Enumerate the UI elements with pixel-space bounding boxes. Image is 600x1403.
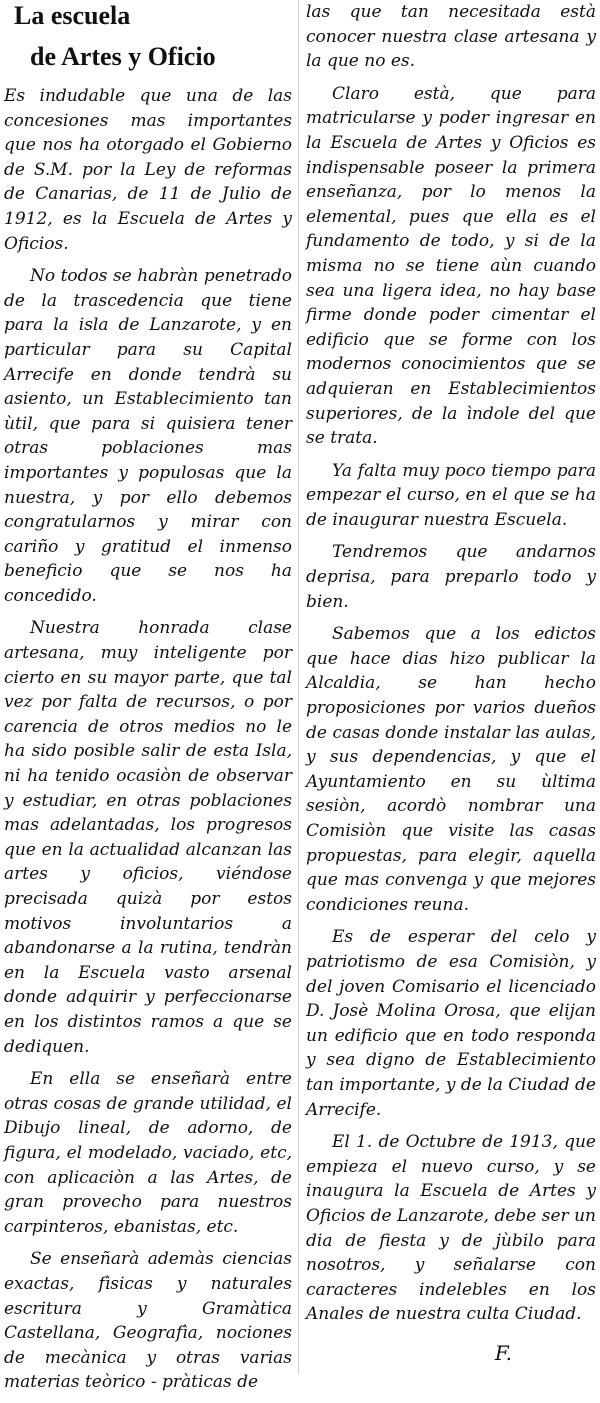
paragraph: las que tan necesitada està conocer nuestra clase artesana y la que no es.: [306, 2, 596, 72]
right-column: [306, 0, 596, 1365]
paragraph: Es indudable que una de las concesiones mas importantes que nos ha otorgado el Gobierno de S.M. por la Ley de reformas de Canarias, de 11 de Julio de 1912, es la Escuela de Artes y Oficios.: [4, 86, 292, 254]
left-column: [4, 0, 292, 1403]
paragraph: Ya falta muy poco tiempo para empezar el curso, en el que se ha de inaugurar nuestra Escuela.: [306, 460, 596, 530]
paragraph: Tendremos que andarnos deprisa, para preparlo todo y bien.: [306, 542, 596, 612]
paragraph: El 1. de Octubre de 1913, que empieza el nuevo curso, y se inaugura la Escuela de Artes y Oficios de Lanzarote, debe ser un dia de fiesta y de jùbilo para nosotros, y señalarse con caracteres indelebles en los Anales de nuestra culta Ciudad.: [306, 1132, 596, 1325]
author-signature: F.: [494, 1340, 512, 1365]
paragraph: Es de esperar del celo y patriotismo de esa Comisiòn, y del joven Comisario el licenciado D. Josè Molina Orosa, que elijan un edificio que en todo responda y sea digno de Establecimiento tan importante, y de la Ciudad de Arrecife.: [306, 927, 596, 1120]
paragraph: Sabemos que a los edictos que hace dias hizo publicar la Alcaldia, se han hecho proposiciones por varios dueños de casas donde instalar las aulas, y sus dependencias, y que el Ayuntamiento en su ùltima sesiòn, acordò nombrar una Comisiòn que visite las casas propuestas, para elegir, aquella que mas convenga y que mejores condiciones reuna.: [306, 624, 596, 915]
article-title-line-2: de Artes y Oficio: [30, 42, 216, 71]
column-divider: [298, 0, 299, 1374]
article-title-line-1: La escuela: [14, 1, 131, 30]
paragraph: En ella se enseñarà entre otras cosas de grande utilidad, el Dibujo lineal, de adorno, de figura, el modelado, vaciado, etc, con aplicaciòn a las Artes, de gran provecho para nuestros carpinteros, ebanistas, etc.: [4, 1069, 292, 1237]
paragraph: Nuestra honrada clase artesana, muy inteligente por cierto en su mayor parte, que tal vez por falta de recursos, o por carencia de otros medios no le ha sido posible salir de esta Isla, ni ha tenido ocasiòn de observar y estudiar, en otras poblaciones mas adelantadas, los progresos que en la actualidad alcanzan las artes y oficios, viéndose precisada quizà por estos motivos involuntarios a abandonarse a la rutina, tendràn en la Escuela vasto arsenal donde adquirir y perfeccionarse en los distintos ramos a que se dediquen.: [4, 618, 292, 1057]
paragraph: Se enseñarà ademàs ciencias exactas, fìsicas y naturales escritura y Gramàtica Castellana, Geografìa, nociones de mecànica y otras varias materias teòrico - pràticas de: [4, 1249, 292, 1393]
paragraph: No todos se habràn penetrado de la trascedencia que tiene para la isla de Lanzarote, y en particular para su Capital Arrecife en donde tendrà su asiento, un Establecimiento tan ùtil, que para si quisiera tener otras poblaciones mas importantes y populosas que la nuestra, y por ello debemos congratularnos y mirar con cariño y gratitud el inmenso beneficio que se nos ha concedido.: [4, 266, 292, 606]
paragraph: Claro està, que para matricularse y poder ingresar en la Escuela de Artes y Oficios es indispensable poseer la primera enseñanza, por lo menos la elemental, pues que ella es el fundamento de todo, y si de la misma no se tiene aùn cuando sea una ligera idea, no hay base firme donde poder cimentar el edificio que se forme con los modernos conocimientos que se adquieran en Establecimientos superiores, de la ìndole del que se trata.: [306, 83, 596, 449]
